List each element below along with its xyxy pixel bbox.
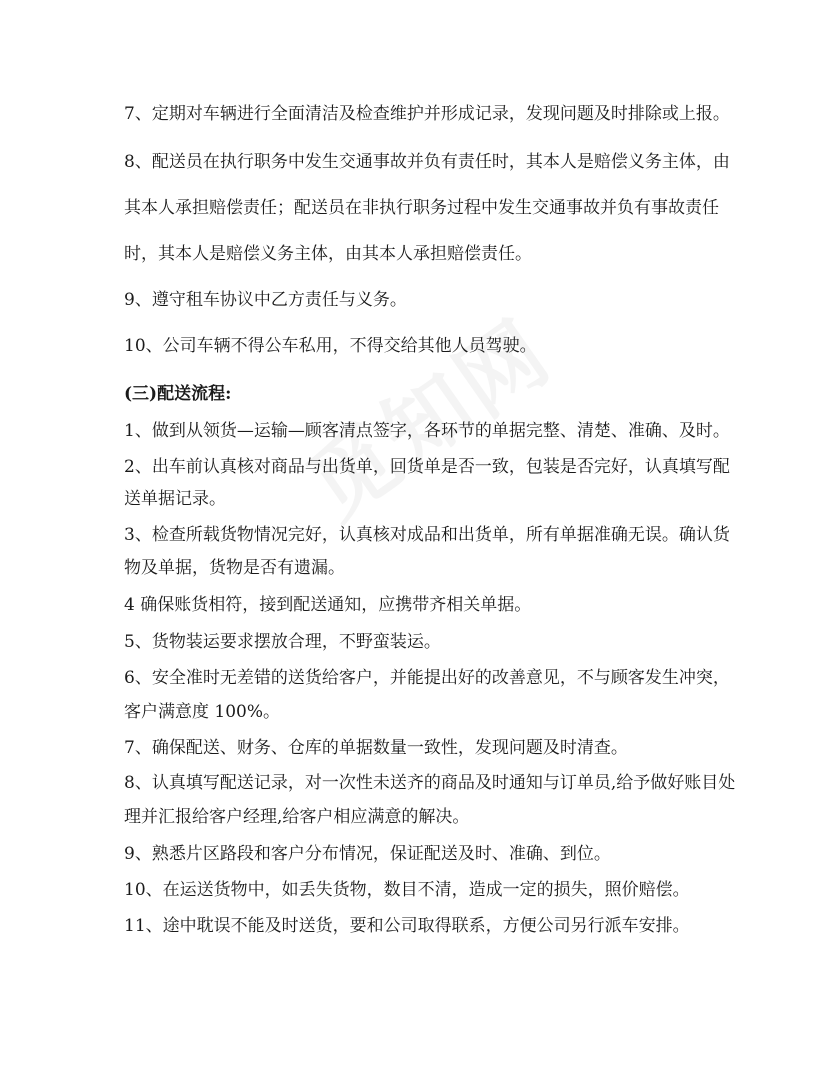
list-item: 5、货物装运要求摆放合理，不野蛮装运。 xyxy=(124,632,441,652)
list-item: 时，其本人是赔偿义务主体，由其本人承担赔偿责任。 xyxy=(124,244,532,264)
list-item: 10、公司车辆不得公车私用，不得交给其他人员驾驶。 xyxy=(124,336,537,356)
list-item: 8、配送员在执行职务中发生交通事故并负有责任时，其本人是赔偿义务主体，由 xyxy=(124,152,730,172)
list-item: 11、途中耽误不能及时送货，要和公司取得联系，方便公司另行派车安排。 xyxy=(124,916,690,936)
watermark xyxy=(279,291,561,538)
list-item: 其本人承担赔偿责任；配送员在非执行职务过程中发生交通事故并负有事故责任 xyxy=(124,198,719,218)
list-item: 物及单据，货物是否有遗漏。 xyxy=(124,558,345,578)
list-item: 6、安全准时无差错的送货给客户，并能提出好的改善意见，不与顾客发生冲突， xyxy=(124,668,730,688)
list-item: 2、出车前认真核对商品与出货单，回货单是否一致，包装是否完好，认真填写配 xyxy=(124,457,730,477)
list-item: 4 确保账货相符，接到配送通知，应携带齐相关单据。 xyxy=(124,595,532,615)
list-item: 9、遵守租车协议中乙方责任与义务。 xyxy=(124,290,407,310)
list-item: 送单据记录。 xyxy=(124,489,226,509)
section-heading: (三)配送流程: xyxy=(124,384,232,404)
list-item: 9、熟悉片区路段和客户分布情况，保证配送及时、准确、到位。 xyxy=(124,844,611,864)
list-item: 7、定期对车辆进行全面清洁及检查维护并形成记录，发现问题及时排除或上报。 xyxy=(124,104,730,124)
list-item: 7、确保配送、财务、仓库的单据数量一致性，发现问题及时清查。 xyxy=(124,738,628,758)
list-item: 10、在运送货物中，如丢失货物，数目不清，造成一定的损失，照价赔偿。 xyxy=(124,880,690,900)
list-item: 理并汇报给客户经理,给客户相应满意的解决。 xyxy=(124,807,470,827)
list-item: 8、认真填写配送记录，对一次性未送齐的商品及时通知与订单员,给予做好账目处 xyxy=(124,773,736,793)
list-item: 1、做到从领货—运输—顾客清点签字，各环节的单据完整、清楚、准确、及时。 xyxy=(124,421,730,441)
list-item: 客户满意度 100%。 xyxy=(124,702,281,722)
list-item: 3、检查所载货物情况完好，认真核对成品和出货单，所有单据准确无误。确认货 xyxy=(124,525,730,545)
